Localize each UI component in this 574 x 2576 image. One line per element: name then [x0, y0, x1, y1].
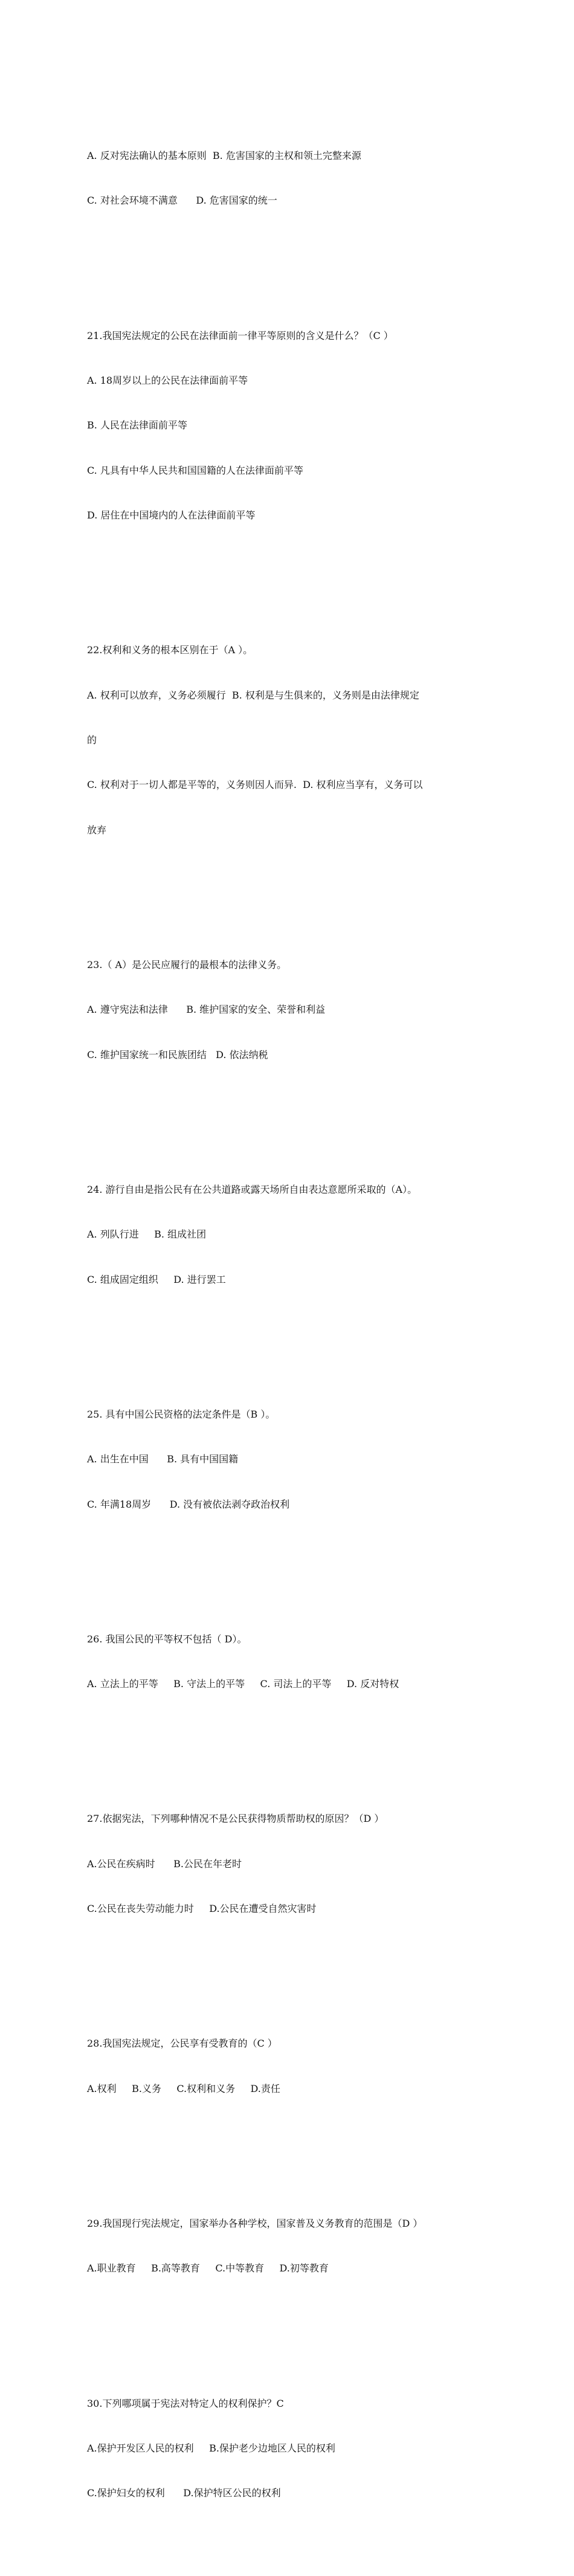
option-line: A.保护开发区人民的权利 B.保护老少边地区人民的权利	[87, 2442, 335, 2454]
option-line: A. 出生在中国 B. 具有中国国籍	[87, 1453, 239, 1465]
question-27	[87, 1782, 498, 1947]
question-26	[87, 1602, 498, 1722]
option-line: A. 列队行进 B. 组成社团	[87, 1228, 207, 1241]
question-20-options	[87, 118, 498, 238]
option-line: A.职业教育 B.高等教育 C.中等教育 D.初等教育	[87, 2262, 329, 2274]
option-line: A. 立法上的平等 B. 守法上的平等 C. 司法上的平等 D. 反对特权	[87, 1678, 399, 1690]
option-line: C. 组成固定组织 D. 进行罢工	[87, 1273, 226, 1285]
question-text: 30.下列哪项属于宪法对特定人的权利保护？C	[87, 2397, 284, 2409]
option-line: D. 居住在中国境内的人在法律面前平等	[87, 509, 256, 521]
option-line: A.公民在疾病时 B.公民在年老时	[87, 1858, 242, 1870]
question-text: 27.依据宪法，下列哪种情况不是公民获得物质帮助权的原因？（D ）	[87, 1813, 384, 1825]
question-29	[87, 2186, 498, 2306]
question-22	[87, 613, 498, 868]
option-line: A. 遵守宪法和法律 B. 维护国家的安全、荣誉和利益	[87, 1004, 326, 1016]
question-text: 21.我国宪法规定的公民在法律面前一律平等原则的含义是什么？（C ）	[87, 329, 393, 341]
option-line: C.公民在丧失劳动能力时 D.公民在遭受自然灾害时	[87, 1903, 317, 1915]
option-line: 放弃	[87, 824, 107, 836]
question-24	[87, 1152, 498, 1317]
question-text: 28.我国宪法规定，公民享有受教育的（C ）	[87, 2038, 277, 2050]
question-28	[87, 2007, 498, 2126]
option-line: C. 权利对于一切人都是平等的，义务则因人而异. D. 权利应当享有，义务可以	[87, 779, 423, 791]
question-text: 25. 具有中国公民资格的法定条件是（B ）。	[87, 1408, 276, 1420]
option-line: B. 人民在法律面前平等	[87, 419, 187, 431]
option-line: 的	[87, 734, 97, 746]
option-line: C. 年满18周岁 D. 没有被依法剥夺政治权利	[87, 1498, 290, 1510]
option-line: C. 维护国家统一和民族团结 D. 依法纳税	[87, 1048, 268, 1060]
option-line: C. 对社会环境不满意 D. 危害国家的统一	[87, 195, 277, 207]
option-line: C. 凡具有中华人民共和国国籍的人在法律面前平等	[87, 464, 303, 476]
option-line: A. 权利可以放弃，义务必须履行 B. 权利是与生俱来的，义务则是由法律规定	[87, 689, 419, 701]
option-line: A. 反对宪法确认的基本原则 B. 危害国家的主权和领土完整来源	[87, 149, 361, 161]
question-text: 29.我国现行宪法规定，国家举办各种学校，国家普及义务教育的范围是（D ）	[87, 2217, 423, 2229]
option-line: A.权利 B.义务 C.权利和义务 D.责任	[87, 2082, 280, 2094]
question-30	[87, 2366, 498, 2531]
question-25	[87, 1377, 498, 1542]
option-line: C.保护妇女的权利 D.保护特区公民的权利	[87, 2487, 281, 2499]
question-21	[87, 299, 498, 554]
option-line: A. 18周岁以上的公民在法律面前平等	[87, 374, 248, 386]
question-text: 24. 游行自由是指公民有在公共道路或露天场所自由表达意愿所采取的（A）。	[87, 1183, 418, 1195]
question-text: 26. 我国公民的平等权不包括（ D）。	[87, 1633, 247, 1645]
question-text: 23.（ A）是公民应履行的最根本的法律义务。	[87, 959, 287, 971]
question-text: 22.权利和义务的根本区别在于（A ）。	[87, 644, 253, 656]
question-23	[87, 928, 498, 1093]
document-content	[87, 74, 498, 2576]
